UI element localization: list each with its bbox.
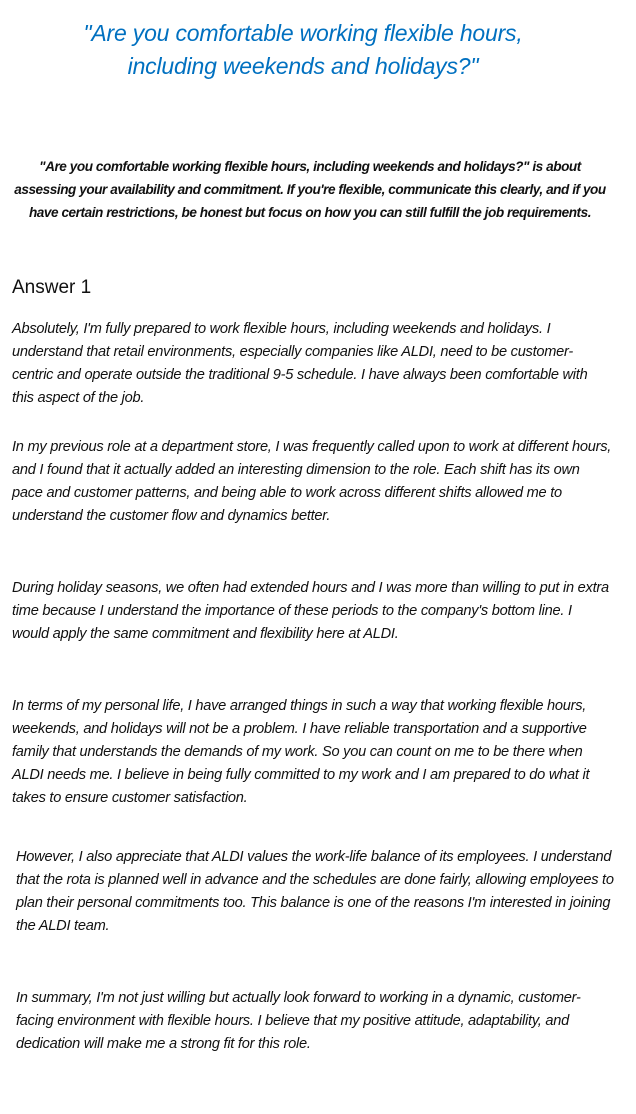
answer-paragraph: In terms of my personal life, I have arranged things in such a way that working flexible hours, weekends, and holidays will not be a problem. I have reliable transportation and a supportive family that understands the demands of my work. So you can count on me to be there when ALDI needs me. I believe in being fully committed to my work and I am prepared to do what it takes to ensure customer satisfaction. (12, 698, 590, 806)
intro-text: "Are you comfortable working flexible hours, including weekends and holidays?" is about assessing your availability and commitment. If you're flexible, communicate this clearly, and if you have certain restrictions, be honest but focus on how you can still fulfill the job requirements. (14, 159, 606, 220)
answer-paragraph: However, I also appreciate that ALDI values the work-life balance of its employees. I understand that the rota is planned well in advance and the schedules are done fairly, allowing employees to plan their personal commitments too. This balance is one of the reasons I'm interested in joining the ALDI team. (16, 849, 614, 934)
answer-paragraph: In my previous role at a department store, I was frequently called upon to work at different hours, and I found that it actually added an interesting dimension to the role. Each shift has its own pace and customer patterns, and being able to work across different shifts allowed me to understand the customer flow and dynamics better. (12, 439, 612, 524)
answer-paragraph: During holiday seasons, we often had extended hours and I was more than willing to put in extra time because I understand the importance of these periods to the company's bottom line. I would apply the same commitment and flexibility here at ALDI. (12, 580, 609, 642)
answer-paragraph: In summary, I'm not just willing but actually look forward to working in a dynamic, customer-facing environment with flexible hours. I believe that my positive attitude, adaptability, and dedication will make me a strong fit for this role. (16, 990, 581, 1052)
answer-paragraph: Absolutely, I'm fully prepared to work flexible hours, including weekends and holidays. I understand that retail environments, especially companies like ALDI, need to be customer-centric and operate outside the traditional 9-5 schedule. I have always been comfortable with this aspect of the job. (12, 321, 588, 406)
page-title: "Are you comfortable working flexible hours, including weekends and holidays?" (83, 20, 523, 79)
answer-heading: Answer 1 (12, 277, 92, 298)
